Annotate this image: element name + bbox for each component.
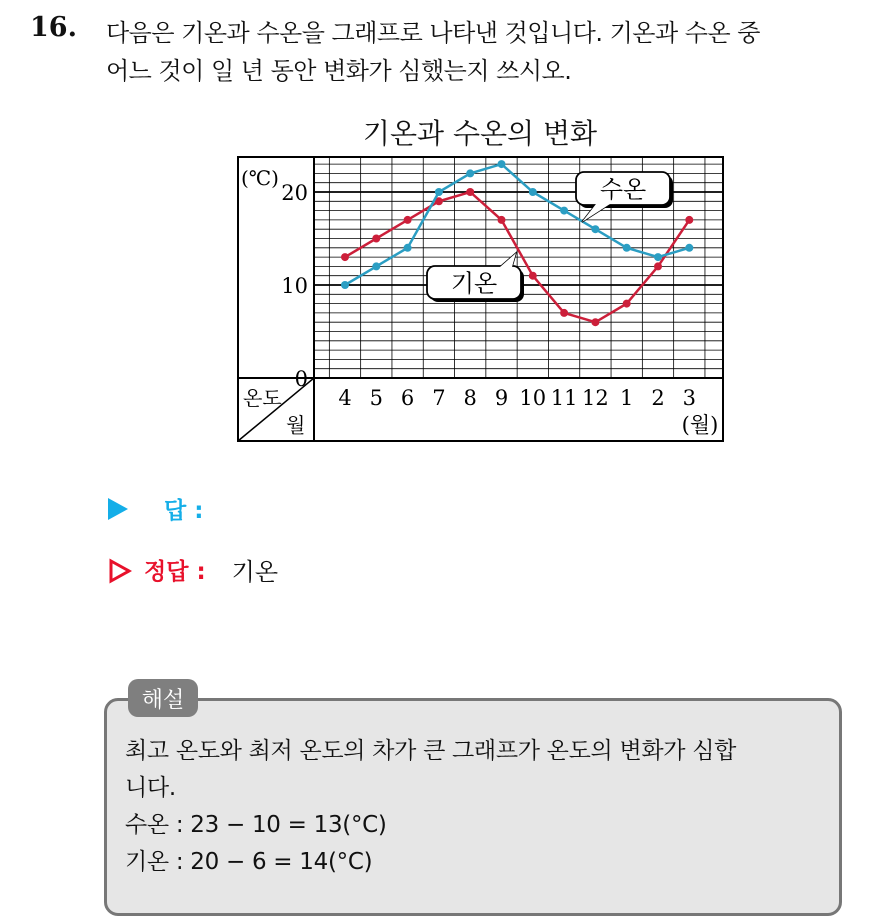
explanation-tag: 해설 <box>128 679 198 717</box>
data-point <box>560 309 568 317</box>
data-point <box>591 318 599 326</box>
hollow-triangle-icon <box>108 558 130 582</box>
correct-answer-value: 기온 <box>231 558 279 586</box>
x-tick-label: 9 <box>494 386 509 410</box>
explanation-line-1: 최고 온도와 최저 온도의 차가 큰 그래프가 온도의 변화가 심합 <box>125 738 737 764</box>
data-point <box>341 281 349 289</box>
data-point <box>591 225 599 233</box>
data-point <box>372 235 380 243</box>
y-tick-label: 20 <box>281 181 308 205</box>
data-point <box>466 169 474 177</box>
x-tick-label: 8 <box>463 386 477 410</box>
corner-label-month: 월 <box>286 413 306 437</box>
data-point <box>623 300 631 308</box>
air-temp-callout-text: 기온 <box>450 269 498 298</box>
correct-answer-label: 정답 : <box>144 559 206 585</box>
data-point <box>404 216 412 224</box>
explanation-line-3: 수온 : 23 − 10 = 13(°C) <box>125 812 387 838</box>
x-tick-label: 1 <box>620 386 634 410</box>
data-point <box>435 188 443 196</box>
explanation-text <box>125 733 837 881</box>
y-tick-label: 10 <box>281 274 308 298</box>
data-point <box>372 262 380 270</box>
x-axis-unit: (월) <box>681 413 719 437</box>
x-tick-label: 12 <box>582 386 609 410</box>
answer-label: 답 : <box>164 498 204 524</box>
data-point <box>654 262 662 270</box>
explanation-line-4: 기온 : 20 − 6 = 14(°C) <box>125 849 373 875</box>
x-tick-label: 4 <box>338 386 352 410</box>
chart-title: 기온과 수온의 변화 <box>362 117 598 150</box>
x-tick-label: 5 <box>369 386 383 410</box>
data-point <box>341 253 349 261</box>
data-point <box>560 207 568 215</box>
x-tick-label: 11 <box>550 386 578 410</box>
data-point <box>685 216 693 224</box>
data-point <box>404 244 412 252</box>
y-tick-label: 0 <box>294 367 308 391</box>
correct-answer-row <box>108 552 278 587</box>
x-tick-label: 2 <box>651 386 665 410</box>
data-point <box>529 188 537 196</box>
data-point <box>466 188 474 196</box>
play-triangle-icon <box>108 498 128 520</box>
question-number: 16. <box>30 12 77 43</box>
x-tick-label: 6 <box>400 386 415 410</box>
data-point <box>654 253 662 261</box>
data-point <box>685 244 693 252</box>
corner-label-temperature: 온도 <box>243 386 282 410</box>
answer-row <box>108 492 203 525</box>
x-tick-label: 7 <box>432 386 446 410</box>
question-line-2: 어느 것이 일 년 동안 변화가 심했는지 쓰시오. <box>106 57 572 85</box>
x-tick-label: 3 <box>682 386 696 410</box>
x-tick-label: 10 <box>519 386 547 410</box>
explanation-line-2: 니다. <box>125 775 176 801</box>
y-axis-unit: (℃) <box>241 166 279 190</box>
water-temp-callout-text: 수온 <box>599 175 647 204</box>
data-point <box>529 272 537 280</box>
data-point <box>498 216 506 224</box>
data-point <box>623 244 631 252</box>
data-point <box>498 160 506 168</box>
question-line-1: 다음은 기온과 수온을 그래프로 나타낸 것입니다. 기온과 수온 중 <box>106 19 760 47</box>
